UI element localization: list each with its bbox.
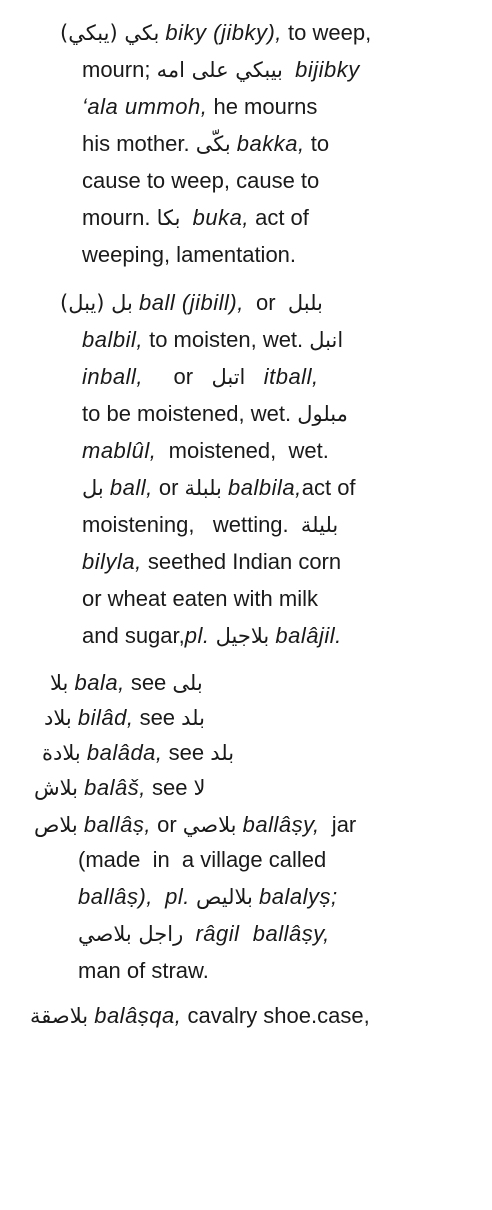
transliteration: balâda, (80, 740, 163, 765)
arabic-headword: بلاد (44, 706, 72, 730)
text-line (82, 399, 348, 429)
arabic-headword: بلاليص (196, 885, 253, 909)
transliteration: buka, (180, 205, 249, 230)
arabic-headword: بلبل (287, 291, 323, 315)
arabic-headword: بلادة (42, 741, 81, 765)
text-line (30, 1001, 370, 1031)
definition-text: (made in a village called (78, 847, 327, 872)
text-line (60, 288, 323, 318)
arabic-headword: لا (193, 776, 206, 800)
arabic-headword: بلد (210, 741, 235, 765)
arabic-headword: انبل (309, 328, 344, 352)
definition-text: act of (248, 205, 309, 230)
text-line (78, 956, 209, 986)
arabic-headword: بلبلة (184, 476, 222, 500)
definition-text: to be moistened, wet. (82, 401, 298, 426)
text-line (82, 92, 317, 122)
transliteration: itball, (245, 364, 319, 389)
transliteration: inball, (82, 364, 143, 389)
definition-text: mourn; (82, 57, 157, 82)
transliteration: bala, (68, 670, 125, 695)
transliteration: pl. (184, 623, 210, 648)
transliteration: bijibky (282, 57, 360, 82)
transliteration: bilâd, (71, 705, 134, 730)
text-line (60, 18, 371, 48)
arabic-headword: بيبكي على امه (156, 58, 283, 82)
text-line (82, 129, 329, 159)
text-line (42, 738, 234, 768)
transliteration: balâš, (78, 775, 146, 800)
arabic-headword: بلى (172, 671, 203, 695)
transliteration: balâjil. (269, 623, 342, 648)
arabic-headword: بكا (156, 206, 181, 230)
transliteration: ball, (103, 475, 153, 500)
transliteration: ‘ala ummoh, (82, 94, 208, 119)
arabic-headword: بل (82, 476, 104, 500)
definition-text: or (150, 812, 183, 837)
definition-text: act of (301, 475, 356, 500)
definition-text: see (145, 775, 194, 800)
text-line (82, 510, 338, 540)
definition-text: see (124, 670, 173, 695)
definition-text: see (133, 705, 182, 730)
text-line (34, 810, 356, 840)
definition-text: or (142, 364, 212, 389)
transliteration: mablûl, (82, 438, 157, 463)
arabic-headword: بكّى (195, 132, 231, 156)
text-line (82, 473, 356, 503)
text-line (50, 668, 203, 698)
text-line (82, 621, 342, 651)
transliteration: biky (jibky), (159, 20, 282, 45)
arabic-headword: بلد (181, 706, 205, 730)
definition-text: weeping, lamentation. (82, 242, 297, 267)
arabic-headword: اتبل (211, 365, 246, 389)
definition-text: or wheat eaten with milk (82, 586, 318, 611)
arabic-headword: بليلة (300, 513, 339, 537)
definition-text: moistening, wetting. (82, 512, 301, 537)
arabic-headword: بل (يبل) (60, 291, 133, 315)
definition-text: his mother. (82, 131, 196, 156)
text-line (82, 547, 341, 577)
definition-text: mourn. (82, 205, 157, 230)
arabic-headword: مبلول (297, 402, 348, 426)
transliteration: balbil, (82, 327, 143, 352)
definition-text: he mourns (207, 94, 318, 119)
definition-text: cavalry shoe.case, (181, 1003, 370, 1028)
definition-text: to (304, 131, 330, 156)
transliteration: pl. (165, 884, 190, 909)
text-line (78, 882, 338, 912)
text-line (82, 166, 319, 196)
transliteration: balâṣqa, (88, 1003, 182, 1028)
transliteration: balalyṣ; (252, 884, 338, 909)
transliteration: balbila, (221, 475, 302, 500)
definition-text: see (162, 740, 211, 765)
definition-text: seethed Indian corn (141, 549, 342, 574)
transliteration: bakka, (230, 131, 305, 156)
definition-text: and sugar, (82, 623, 185, 648)
text-line (82, 240, 296, 270)
arabic-headword: بلاصقة (30, 1004, 89, 1028)
text-line (82, 584, 318, 614)
definition-text (153, 884, 165, 909)
transliteration: ballâṣ), (78, 884, 153, 909)
text-line (44, 703, 205, 733)
arabic-headword: بلاجيل (215, 624, 270, 648)
arabic-headword: بلاصي (182, 813, 237, 837)
definition-text: moistened, wet. (156, 438, 329, 463)
text-line (82, 436, 329, 466)
arabic-headword: راجل بلاصي (78, 922, 184, 946)
definition-text: to moisten, wet. (142, 327, 310, 352)
arabic-headword: بلا (50, 671, 69, 695)
arabic-headword: بلاش (34, 776, 79, 800)
arabic-headword: بلاص (34, 813, 78, 837)
transliteration: ball (jibill), (132, 290, 244, 315)
transliteration: ballâṣy, (236, 812, 320, 837)
arabic-headword: بكي (يبكي) (60, 21, 160, 45)
definition-text: to weep, (281, 20, 372, 45)
text-line (78, 919, 330, 949)
text-line (82, 362, 319, 392)
definition-text: or (152, 475, 185, 500)
definition-text: man of straw. (78, 958, 209, 983)
text-line (82, 55, 360, 85)
text-line (78, 845, 326, 875)
text-line (34, 773, 206, 803)
transliteration: ballâṣ, (77, 812, 151, 837)
definition-text: cause to weep, cause to (82, 168, 320, 193)
text-line (82, 325, 343, 355)
transliteration: bilyla, (82, 549, 142, 574)
text-line (82, 203, 309, 233)
definition-text: jar (319, 812, 357, 837)
definition-text: or (243, 290, 288, 315)
transliteration: râgil ballâṣy, (183, 921, 330, 946)
